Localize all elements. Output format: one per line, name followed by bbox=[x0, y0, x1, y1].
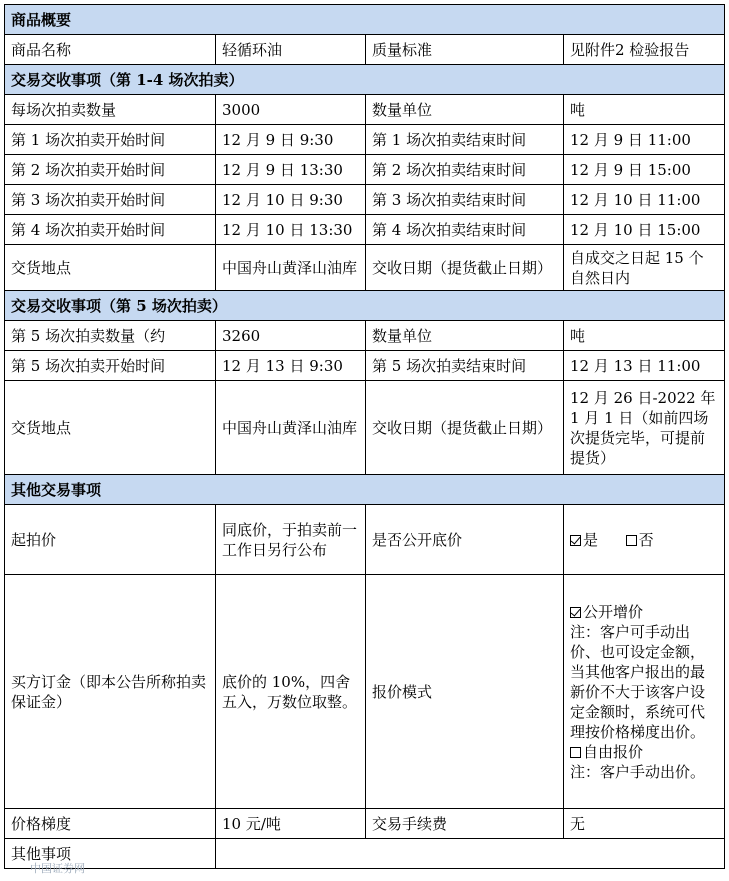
price-step-value: 10 元/吨 bbox=[216, 809, 366, 839]
product-name-value: 轻循环油 bbox=[216, 35, 366, 65]
delivery-date-label: 交收日期（提货截止日期） bbox=[366, 245, 564, 291]
delivery-place-value: 中国舟山黄泽山油库 bbox=[216, 245, 366, 291]
start-price-value: 同底价，于拍卖前一工作日另行公布 bbox=[216, 505, 366, 575]
mode-note-1: 注：客户可手动出价、也可设定金额，当其他客户报出的最新价不大于该客户设定金额时，系统可代理按价格梯度出价。 bbox=[570, 622, 706, 741]
section-title-overview: 商品概要 bbox=[5, 5, 725, 35]
section-title-sessions-1-4: 交易交收事项（第 1-4 场次拍卖） bbox=[5, 65, 725, 95]
auction-info-table bbox=[4, 4, 725, 869]
session-start-value: 12 月 9 日 9:30 bbox=[216, 125, 366, 155]
section-title-other: 其他交易事项 bbox=[5, 475, 725, 505]
quantity-label: 每场次拍卖数量 bbox=[5, 95, 216, 125]
public-reserve-label: 是否公开底价 bbox=[366, 505, 564, 575]
bid-mode-label: 报价模式 bbox=[366, 575, 564, 809]
quantity-label: 第 5 场次拍卖数量（约 bbox=[5, 321, 216, 351]
quantity-value: 3000 bbox=[216, 95, 366, 125]
session-end-label: 第 5 场次拍卖结束时间 bbox=[366, 351, 564, 381]
delivery-date-value: 12 月 26 日-2022 年 1 月 1 日（如前四场次提货完毕，可提前提货） bbox=[564, 381, 725, 475]
delivery-date-value: 自成交之日起 15 个自然日内 bbox=[564, 245, 725, 291]
quantity-value: 3260 bbox=[216, 321, 366, 351]
fee-value: 无 bbox=[564, 809, 725, 839]
delivery-place-label: 交货地点 bbox=[5, 381, 216, 475]
other-items-value bbox=[216, 839, 725, 869]
unit-label: 数量单位 bbox=[366, 321, 564, 351]
session-start-label: 第 3 场次拍卖开始时间 bbox=[5, 185, 216, 215]
session-end-label: 第 2 场次拍卖结束时间 bbox=[366, 155, 564, 185]
session-end-value: 12 月 10 日 15:00 bbox=[564, 215, 725, 245]
session-start-label: 第 2 场次拍卖开始时间 bbox=[5, 155, 216, 185]
session-start-label: 第 4 场次拍卖开始时间 bbox=[5, 215, 216, 245]
unchecked-box-icon bbox=[626, 535, 637, 546]
mode-free-quote: 自由报价 bbox=[583, 742, 644, 761]
deposit-value: 底价的 10%，四舍五入，万数位取整。 bbox=[216, 575, 366, 809]
bid-mode-options bbox=[564, 575, 725, 809]
session-start-value: 12 月 10 日 9:30 bbox=[216, 185, 366, 215]
quality-standard-label: 质量标准 bbox=[366, 35, 564, 65]
session-end-label: 第 3 场次拍卖结束时间 bbox=[366, 185, 564, 215]
delivery-place-label: 交货地点 bbox=[5, 245, 216, 291]
unit-value: 吨 bbox=[564, 321, 725, 351]
price-step-label: 价格梯度 bbox=[5, 809, 216, 839]
session-end-label: 第 1 场次拍卖结束时间 bbox=[366, 125, 564, 155]
session-end-value: 12 月 9 日 15:00 bbox=[564, 155, 725, 185]
session-start-value: 12 月 9 日 13:30 bbox=[216, 155, 366, 185]
product-name-label: 商品名称 bbox=[5, 35, 216, 65]
mode-note-2: 注：客户手动出价。 bbox=[570, 762, 706, 781]
deposit-label: 买方订金（即本公告所称拍卖保证金） bbox=[5, 575, 216, 809]
unit-label: 数量单位 bbox=[366, 95, 564, 125]
public-reserve-options bbox=[564, 505, 725, 575]
session-start-value: 12 月 13 日 9:30 bbox=[216, 351, 366, 381]
checked-box-icon bbox=[570, 535, 581, 546]
session-start-label: 第 1 场次拍卖开始时间 bbox=[5, 125, 216, 155]
watermark: 中国证券网 bbox=[30, 862, 85, 875]
fee-label: 交易手续费 bbox=[366, 809, 564, 839]
mode-open-increase: 公开增价 bbox=[583, 602, 644, 621]
other-items-label: 其他事项 bbox=[5, 839, 216, 869]
session-end-label: 第 4 场次拍卖结束时间 bbox=[366, 215, 564, 245]
checked-box-icon bbox=[570, 607, 581, 618]
session-end-value: 12 月 10 日 11:00 bbox=[564, 185, 725, 215]
unit-value: 吨 bbox=[564, 95, 725, 125]
option-yes: 是 bbox=[583, 530, 599, 549]
start-price-label: 起拍价 bbox=[5, 505, 216, 575]
delivery-date-label: 交收日期（提货截止日期） bbox=[366, 381, 564, 475]
session-start-value: 12 月 10 日 13:30 bbox=[216, 215, 366, 245]
section-title-session-5: 交易交收事项（第 5 场次拍卖） bbox=[5, 291, 725, 321]
quality-standard-value: 见附件2 检验报告 bbox=[564, 35, 725, 65]
unchecked-box-icon bbox=[570, 747, 581, 758]
option-no: 否 bbox=[638, 530, 654, 549]
session-end-value: 12 月 9 日 11:00 bbox=[564, 125, 725, 155]
session-end-value: 12 月 13 日 11:00 bbox=[564, 351, 725, 381]
delivery-place-value: 中国舟山黄泽山油库 bbox=[216, 381, 366, 475]
session-start-label: 第 5 场次拍卖开始时间 bbox=[5, 351, 216, 381]
